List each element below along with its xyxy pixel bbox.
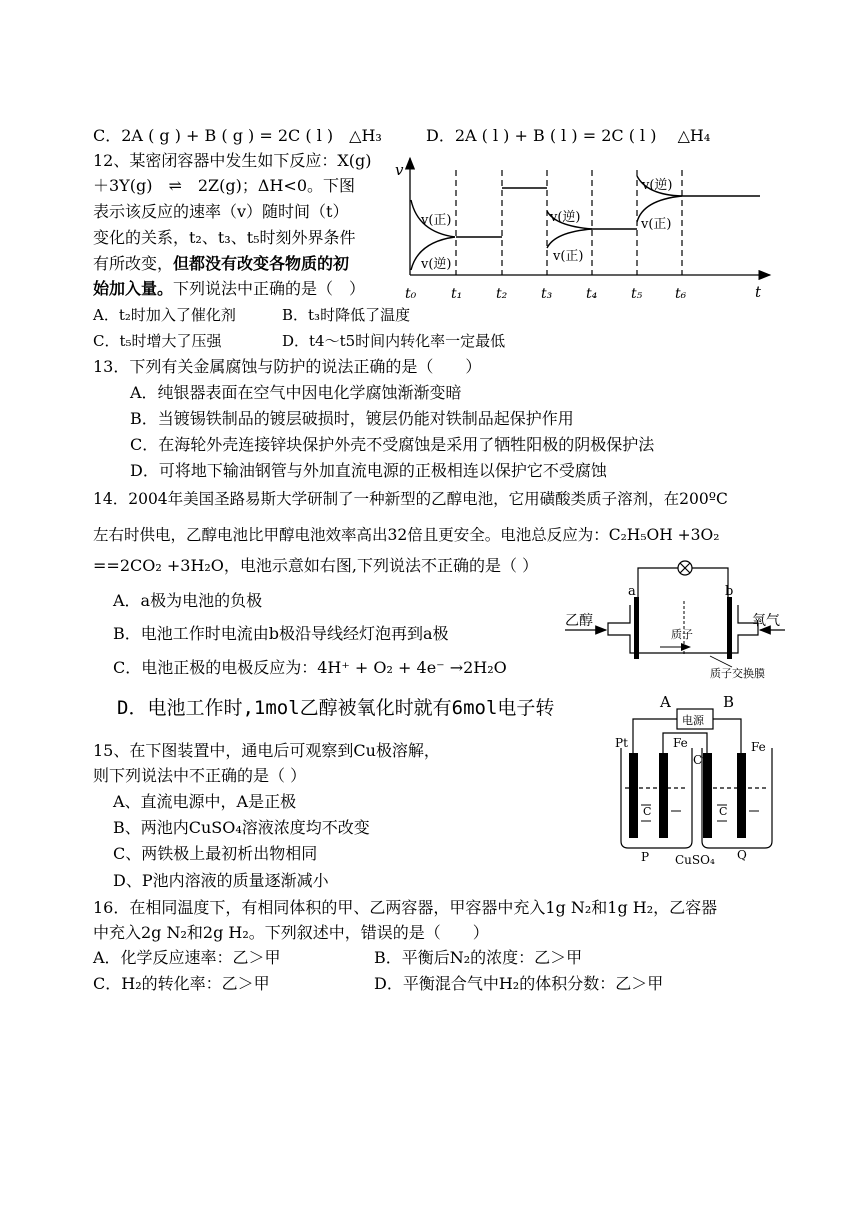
q15-stem-line2: 则下列说法中不正确的是（ ） [93,766,307,785]
fig15-Q-label: Q [737,848,747,862]
q13-option-b: B．当镀锡铁制品的镀层破损时，镀层仍能对铁制品起保护作用 [130,409,574,428]
q12-stem5-bold: 但都没有改变各物质的初 [173,254,350,273]
q12-option-c: C．t₅时增大了压强 [93,332,222,350]
q15-stem-line1: 15、在下图装置中，通电后可观察到Cu极溶解， [93,741,440,760]
graph-tick-t1: t₁ [451,286,463,302]
q16-stem-line2: 中充入2g N₂和2g H₂。下列叙述中，错误的是（ ） [93,923,489,942]
q14-option-b: B．电池工作时电流由b极沿导线经灯泡再到a极 [113,624,449,643]
q14-stem-line2: 左右时供电，乙醇电池比甲醇电池效率高出32倍且更安全。电池总反应为：C₂H₅OH +3O₂ [93,526,720,544]
q12-stem5-plain: 有所改变， [93,254,174,273]
q12-stem-line4: 变化的关系，t₂、t₃、t₅时刻外界条件 [93,228,356,247]
q12-stem-line1: 12、某密闭容器中发生如下反应：X(g) [93,151,372,170]
q12-stem-line2: ＋3Y(g) ⇌ 2Z(g)；ΔH<0。下图 [93,176,355,195]
graph-tick-t0: t₀ [405,286,417,302]
fig14-proton-label: 质子 [671,628,693,641]
fig15-c1-label: C [643,805,652,818]
q13-option-a: A．纯银器表面在空气中因电化学腐蚀渐渐变暗 [130,383,462,402]
fig15-cuso4-label: CuSO₄ [675,853,715,867]
graph-label-forward-1: v(正) [421,213,452,228]
fig14-label-a: a [628,584,636,599]
graph-tick-t3: t₃ [541,286,553,302]
q16-option-b: B．平衡后N₂的浓度：乙＞甲 [374,948,583,967]
q11-option-d: D．2A ( l ) + B ( l ) = 2C ( l ) △H₄ [426,126,711,145]
graph-tick-t5: t₅ [631,286,643,302]
fig15-power-label: 电源 [682,714,704,727]
q12-stem-line5 [93,254,349,274]
fig15-cu-label: Cu [693,753,710,767]
graph-label-reverse-1: v(逆) [421,257,452,272]
graph-tick-t4: t₄ [586,286,598,302]
q12-stem6-bold: 始加入量。 [93,279,174,298]
fig14-oxygen-label: 氧气 [752,613,780,629]
q14-stem-line1: 14．2004年美国圣路易斯大学研制了一种新型的乙醇电池，它用磺酸类质子溶剂，在200ºC [93,490,728,508]
q12-stem-line6 [93,279,365,299]
q14-fuel-cell-figure [560,555,790,690]
q16-option-d: D．平衡混合气中H₂的体积分数：乙＞甲 [374,974,664,993]
q15-option-a: A、直流电源中，A是正极 [113,792,297,811]
q13-option-d: D．可将地下输油钢管与外加直流电源的正极相连以保护它不受腐蚀 [130,461,607,480]
graph-label-reverse-2: v(逆) [550,210,581,225]
q14-option-d: D．电池工作时,1mol乙醇被氧化时就有6mol电子转 [117,697,555,719]
graph-v-axis-label: v [395,161,404,179]
fig15-pt-label: Pt [615,736,628,750]
q16-stem-line1: 16．在相同温度下，有相同体积的甲、乙两容器，甲容器中充入1g N₂和1g H₂，乙容器 [93,898,718,917]
graph-tick-t6: t₆ [675,286,687,302]
graph-label-forward-2: v(正) [553,249,584,264]
fig15-label-B: B [723,693,735,711]
graph-label-reverse-3: v(逆) [642,178,673,193]
fig15-P-label: P [641,850,650,864]
fig15-c2-label: C [719,805,728,818]
fig14-membrane-label: 质子交换膜 [710,667,765,680]
q15-electrolysis-figure [605,693,785,875]
fig15-label-A: A [660,693,671,711]
q11-option-c: C．2A ( g ) + B ( g ) = 2C ( l ) △H₃ [93,126,382,145]
fig15-fe1-label: Fe [673,736,688,750]
graph-label-forward-3: v(正) [641,217,672,232]
q13-option-c: C．在海轮外壳连接锌块保护外壳不受腐蚀是采用了牺牲阳极的阴极保护法 [130,435,655,454]
q16-option-c: C．H₂的转化率：乙＞甲 [93,974,270,993]
q14-option-a: A．a极为电池的负极 [113,591,263,610]
graph-t-axis-label: t [755,283,762,301]
fig15-fe2-label: Fe [751,740,766,754]
fig14-label-b: b [725,584,734,599]
q12-option-b: B．t₃时降低了温度 [282,306,411,324]
q13-stem: 13．下列有关金属腐蚀与防护的说法正确的是（ ） [93,357,482,376]
q12-option-a: A．t₂时加入了催化剂 [93,306,236,324]
fig14-ethanol-label: 乙醇 [565,613,593,629]
q16-option-a: A．化学反应速率：乙＞甲 [93,948,281,967]
q15-option-b: B、两池内CuSO₄溶液浓度均不改变 [113,818,370,837]
q14-option-c: C．电池正极的电极反应为：4H⁺ + O₂ + 4e⁻ →2H₂O [113,658,507,677]
q15-option-c: C、两铁极上最初析出物相同 [113,844,318,863]
q12-stem6-plain: 下列说法中正确的是（ ） [173,279,366,298]
graph-tick-t2: t₂ [496,286,508,302]
q14-stem-line3: ==2CO₂ +3H₂O，电池示意如右图,下列说法不正确的是（ ） [93,556,539,575]
q12-option-d: D．t4～t5时间内转化率一定最低 [282,332,506,350]
q15-option-d: D、P池内溶液的质量逐渐减小 [113,871,329,890]
q12-stem-line3: 表示该反应的速率（v）随时间（t） [93,202,349,221]
q12-rate-time-graph [385,150,785,305]
